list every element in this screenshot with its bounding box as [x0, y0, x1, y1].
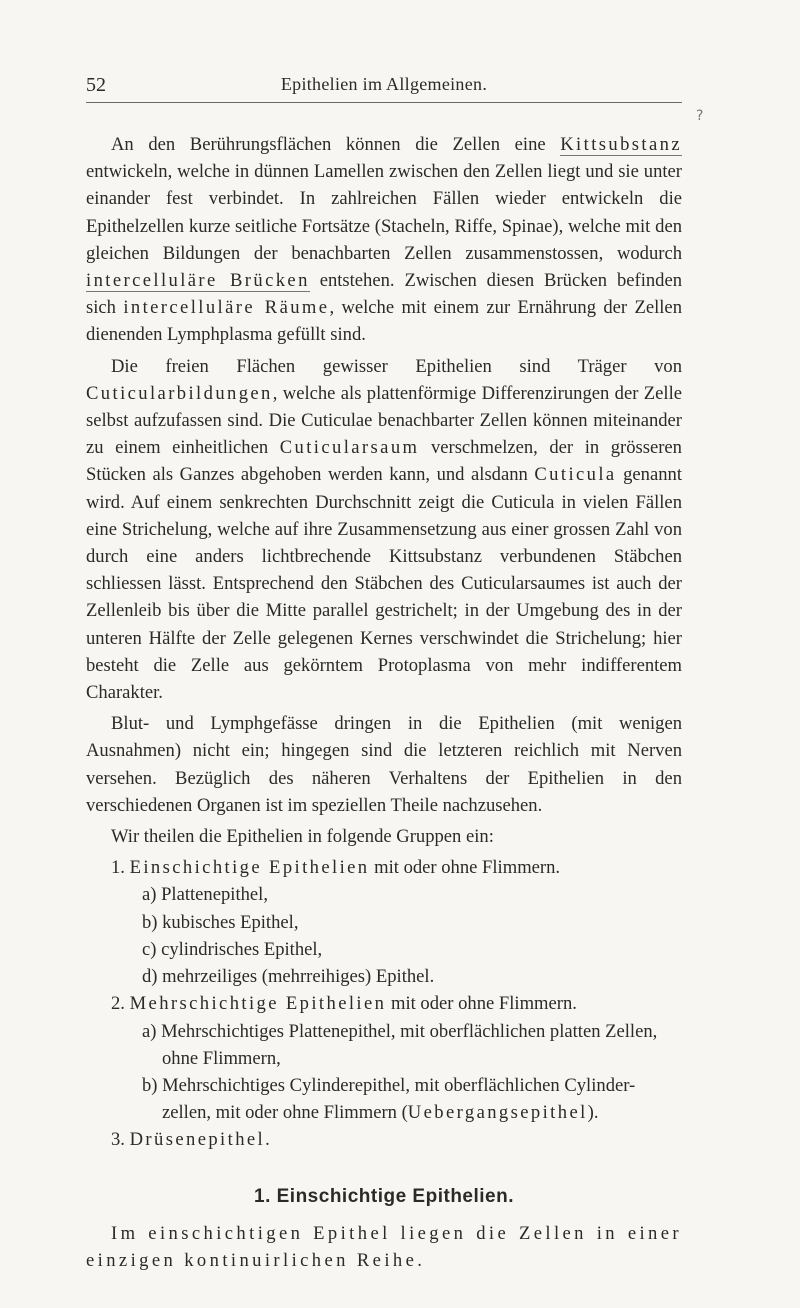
- list-item: [86, 1126, 682, 1153]
- list-item: [86, 990, 682, 1017]
- text-run: genannt wird. Auf einem senkrechten Durchschnitt zeigt die Cuticula in vielen Fällen eine Strichelung, welche auf ihre Zusammensetzung aus einer grossen Zahl von durch eine anders lichtbrechende Kittsubstanz verbundenen Stäbchen schliessen lässt. Entsprechend den Stäbchen des Cuticularsaumes ist auch der Zellenleib bis über die Mitte parallel gestrichelt; in der Umgebung des in der unteren Hälfte der Zelle gelegenen Kernes verschwindet die Strichelung; hier besteht die Zelle aus gekörntem Protoplasma von mehr indifferentem Charakter.: [86, 464, 682, 704]
- text-run: ).: [587, 1102, 599, 1124]
- term-uebergangsepithel: Uebergangsepithel: [407, 1102, 588, 1124]
- term-cuticularsaum: Cuticularsaum: [279, 437, 420, 459]
- text-run: Die freien Flächen gewisser Epithelien sind Träger von: [111, 355, 682, 377]
- text-run: An den Berührungsflächen können die Zellen eine: [111, 134, 561, 155]
- list-subitem: d) mehrzeiliges (mehrreihiges) Epithel.: [142, 966, 435, 988]
- term-cuticularbildungen: Cuticularbildungen: [86, 382, 273, 404]
- term-mehrschichtige-epithelien: Mehrschichtige Epithelien: [129, 993, 387, 1015]
- term-kittsubstanz: Kittsubstanz: [560, 134, 682, 155]
- text-run: mit oder ohne Flimmern.: [386, 993, 577, 1015]
- list-subitem-continuation: ohne Flimmern,: [162, 1047, 281, 1069]
- text-run: verschmelzen, der in grösseren Stücken als Ganzes abgehoben werden kann, und alsdann: [86, 437, 682, 486]
- term-intercellulaere-bruecken: intercelluläre Brücken: [86, 270, 310, 292]
- text-run: entwickeln, welche in dünnen Lamellen zwischen den Zellen liegt und sie unter einander fest verbindet. In zahlreichen Fällen wieder entwickeln die Epithelzellen kurze seitliche Fortsätze (Stacheln, Riffe, Spinae), welche mit den gleichen Bildungen der benachbarten Zellen zusammenstossen, wodurch: [86, 161, 682, 264]
- text-run: mit oder ohne Flimmern.: [369, 857, 561, 879]
- list-number: 2.: [111, 993, 125, 1015]
- margin-annotation: ?: [696, 108, 704, 124]
- page-header: [86, 72, 682, 103]
- paragraph-kittsubstanz: [86, 131, 682, 349]
- text-run: , welche mit einem zur Ernährung der Zellen dienenden Lymphplasma gefüllt sind.: [86, 297, 682, 346]
- group-list: [86, 854, 682, 1153]
- list-number: 1.: [111, 857, 125, 879]
- paragraph-gruppen: Wir theilen die Epithelien in folgende Gruppen ein:: [111, 826, 494, 848]
- list-subitem: a) Mehrschichtiges Plattenepithel, mit oberflächlichen platten Zellen,: [142, 1020, 658, 1042]
- section-intro: Im einschichtigen Epithel liegen die Zellen in einer einzigen kontinuirlichen Reihe.: [86, 1222, 682, 1271]
- term-druesenepithel: Drüsenepithel.: [129, 1129, 273, 1151]
- term-cuticula: Cuticula: [534, 464, 617, 486]
- text-run: , welche als plattenförmige Differenzirungen der Zelle selbst aufzufassen sind. Die Cuticulae benachbarter Zellen können miteinander zu einem einheitlichen: [86, 382, 682, 459]
- list-subitem: b) kubisches Epithel,: [142, 911, 299, 933]
- page: [86, 72, 682, 1274]
- text-run: zellen, mit oder ohne Flimmern (: [162, 1102, 408, 1124]
- list-item: [86, 854, 682, 881]
- text-run: entstehen. Zwischen diesen Brücken befinden sich: [86, 270, 683, 319]
- term-intercellulaere-raeume: intercelluläre Räume: [123, 297, 330, 319]
- list-subitem: c) cylindrisches Epithel,: [142, 938, 323, 960]
- paragraph-gefaesse: Blut- und Lymphgefässe dringen in die Epithelien (mit wenigen Ausnahmen) nicht ein; hingegen sind die letzteren reichlich mit Nerven versehen. Bezüglich des näheren Verhaltens der Epithelien in den verschiedenen Organen ist im speziellen Theile nachzusehen.: [86, 713, 682, 816]
- list-subitem-continuation: [86, 1099, 682, 1126]
- list-subitem: a) Plattenepithel,: [142, 884, 268, 906]
- term-einschichtige-epithelien: Einschichtige Epithelien: [129, 857, 370, 879]
- list-number: 3.: [111, 1129, 125, 1151]
- list-subitem: b) Mehrschichtiges Cylinderepithel, mit oberflächlichen Cylinder-: [142, 1074, 636, 1096]
- running-title: Epithelien im Allgemeinen.: [280, 74, 488, 94]
- page-number: 52: [86, 74, 106, 96]
- section-heading: 1. Einschichtige Epithelien.: [254, 1185, 514, 1207]
- paragraph-cuticula: [86, 353, 682, 707]
- body-text: [86, 131, 682, 850]
